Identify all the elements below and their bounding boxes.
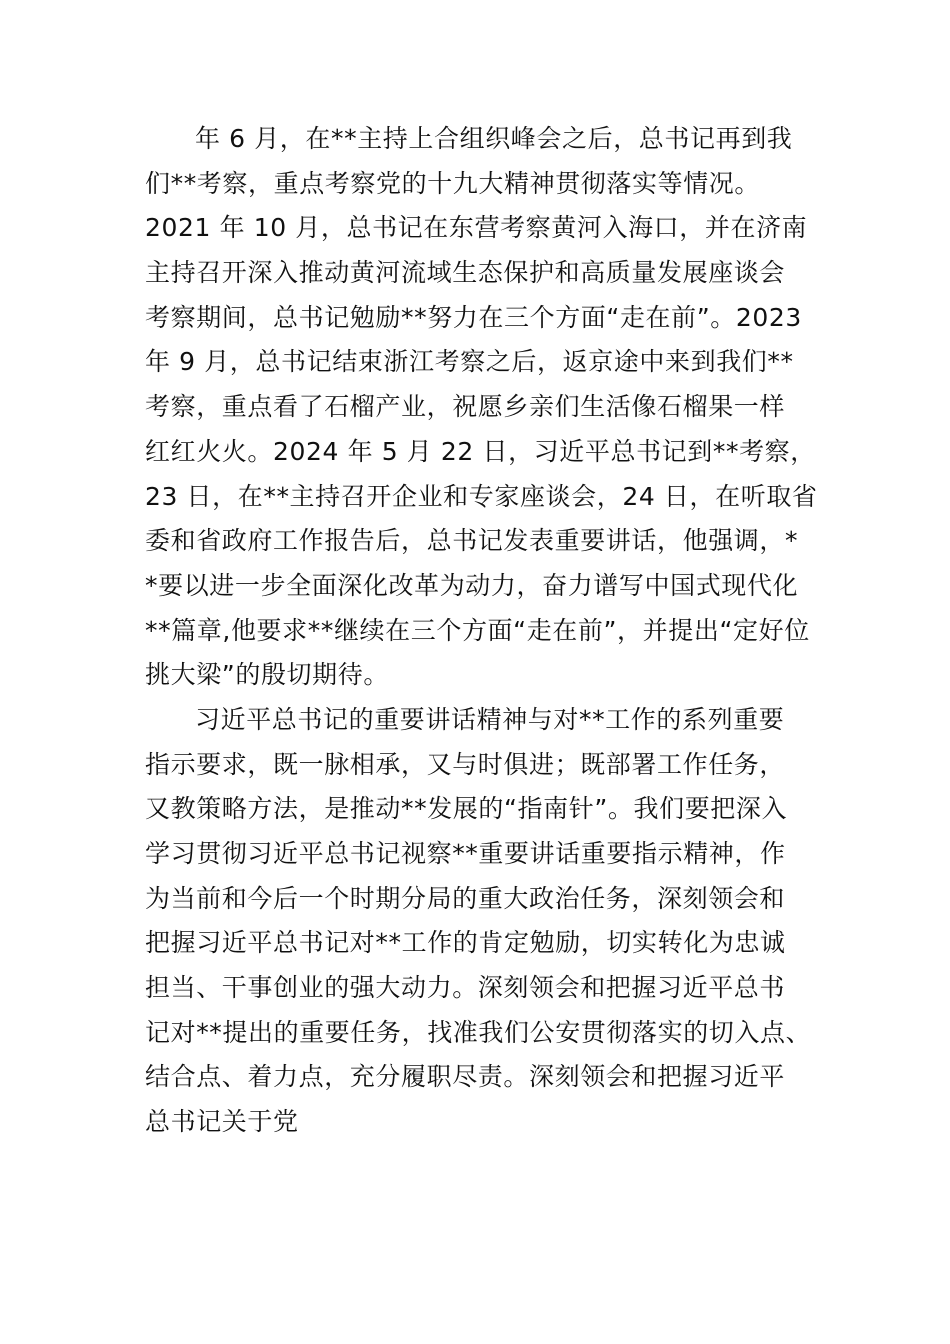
- paragraph-1-line-8: 红红火火。2024 年 5 月 22 日，习近平总书记到**考察，: [145, 436, 816, 466]
- paragraph-1-line-9: 23 日，在**主持召开企业和专家座谈会，24 日，在听取省: [145, 481, 818, 511]
- paragraph-1-line-3: 2021 年 10 月，总书记在东营考察黄河入海口，并在济南: [145, 213, 808, 243]
- paragraph-2-line-6: 把握习近平总书记对**工作的肯定勉励，切实转化为忠诚: [145, 928, 786, 958]
- paragraph-1-line-12: **篇章,他要求**继续在三个方面“走在前”，并提出“定好位: [145, 615, 810, 645]
- paragraph-2-line-1: 习近平总书记的重要讲话精神与对**工作的系列重要: [195, 704, 785, 734]
- paragraph-1-line-2: 们**考察，重点考察党的十九大精神贯彻落实等情况。: [145, 168, 761, 198]
- paragraph-1-line-4: 主持召开深入推动黄河流域生态保护和高质量发展座谈会: [145, 258, 786, 288]
- paragraph-2-line-10: 总书记关于党: [145, 1107, 299, 1137]
- paragraph-2-line-8: 记对**提出的重要任务，找准我们公安贯彻落实的切入点、: [145, 1017, 812, 1047]
- paragraph-2-line-7: 担当、干事创业的强大动力。深刻领会和把握习近平总书: [145, 973, 786, 1003]
- paragraph-2-line-9: 结合点、着力点，充分履职尽责。深刻领会和把握习近平: [145, 1062, 786, 1092]
- paragraph-1-line-1: 年 6 月，在**主持上合组织峰会之后，总书记再到我: [195, 124, 793, 153]
- paragraph-2-line-3: 又教策略方法，是推动**发展的“指南针”。我们要把深入: [145, 794, 788, 824]
- paragraph-1-line-13: 挑大梁”的殷切期待。: [145, 660, 389, 690]
- paragraph-1-line-11: *要以进一步全面深化改革为动力，奋力谱写中国式现代化: [145, 570, 799, 600]
- paragraph-1-line-10: 委和省政府工作报告后，总书记发表重要讲话，他强调，*: [145, 526, 799, 556]
- paragraph-2-line-4: 学习贯彻习近平总书记视察**重要讲话重要指示精神，作: [145, 839, 786, 868]
- paragraph-2-line-2: 指示要求，既一脉相承，又与时俱进；既部署工作任务，: [145, 749, 786, 779]
- paragraph-1-line-6: 年 9 月，总书记结束浙江考察之后，返京途中来到我们**: [145, 347, 794, 377]
- paragraph-1-line-7: 考察，重点看了石榴产业，祝愿乡亲们生活像石榴果一样: [145, 392, 786, 422]
- document-body: [145, 117, 818, 1145]
- paragraph-1-line-5: 考察期间，总书记勉励**努力在三个方面“走在前”。2023: [145, 302, 802, 332]
- paragraph-2-line-5: 为当前和今后一个时期分局的重大政治任务，深刻领会和: [145, 883, 786, 913]
